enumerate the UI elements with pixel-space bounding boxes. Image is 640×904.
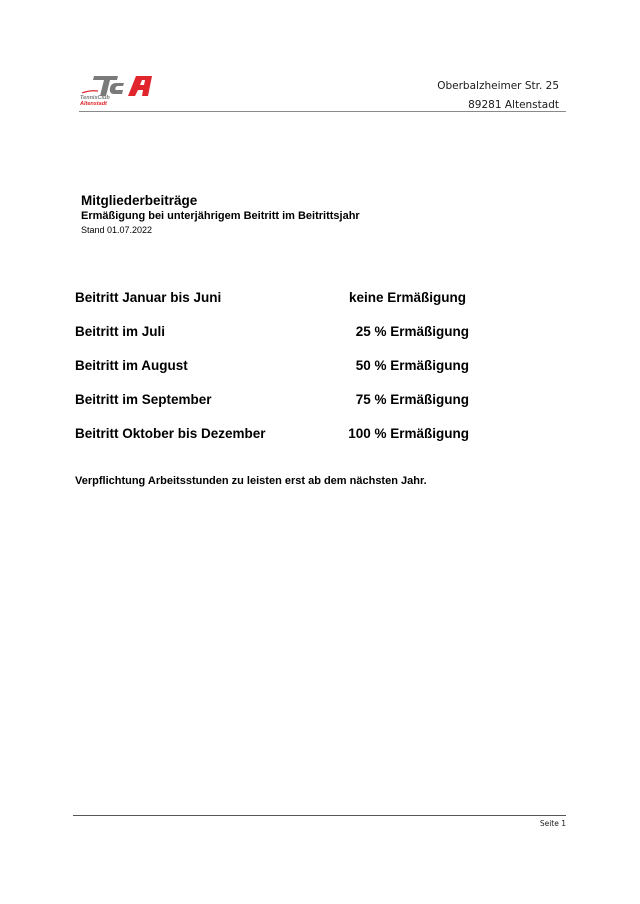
discount-value: 100 % Ermäßigung — [348, 426, 469, 441]
discount-period: Beitritt im Juli — [75, 324, 166, 339]
page-number: Seite 1 — [539, 819, 566, 828]
discount-row — [75, 323, 495, 357]
document-heading — [81, 193, 360, 237]
discount-row — [75, 391, 495, 425]
discount-row — [75, 289, 495, 323]
discount-value: keine Ermäßigung — [348, 290, 466, 305]
discount-row — [75, 425, 495, 459]
discount-period: Beitritt Oktober bis Dezember — [75, 426, 266, 441]
header-divider — [79, 111, 566, 112]
discount-period: Beitritt im August — [75, 358, 188, 373]
discount-period: Beitritt im September — [75, 392, 212, 407]
discount-table — [75, 289, 495, 459]
address-city: 89281 Altenstadt — [468, 99, 559, 111]
club-logo — [80, 74, 160, 108]
logo-line-1: TennisClub — [80, 95, 110, 101]
discount-row — [75, 357, 495, 391]
discount-period: Beitritt Januar bis Juni — [75, 290, 222, 305]
discount-value: 75 % Ermäßigung — [355, 392, 469, 407]
document-title: Mitgliederbeiträge — [81, 193, 198, 208]
document-date: Stand 01.07.2022 — [81, 225, 153, 235]
work-hours-note: Verpflichtung Arbeitsstunden zu leisten erst ab dem nächsten Jahr. — [75, 475, 427, 487]
discount-value: 25 % Ermäßigung — [355, 324, 469, 339]
document-subtitle: Ermäßigung bei unterjährigem Beitritt im Beitrittsjahr — [81, 210, 360, 222]
discount-value: 50 % Ermäßigung — [355, 358, 469, 373]
footer-divider — [73, 815, 566, 816]
address-street: Oberbalzheimer Str. 25 — [437, 80, 559, 92]
logo-line-2: Altenstadt — [80, 101, 107, 107]
club-address — [437, 77, 559, 115]
